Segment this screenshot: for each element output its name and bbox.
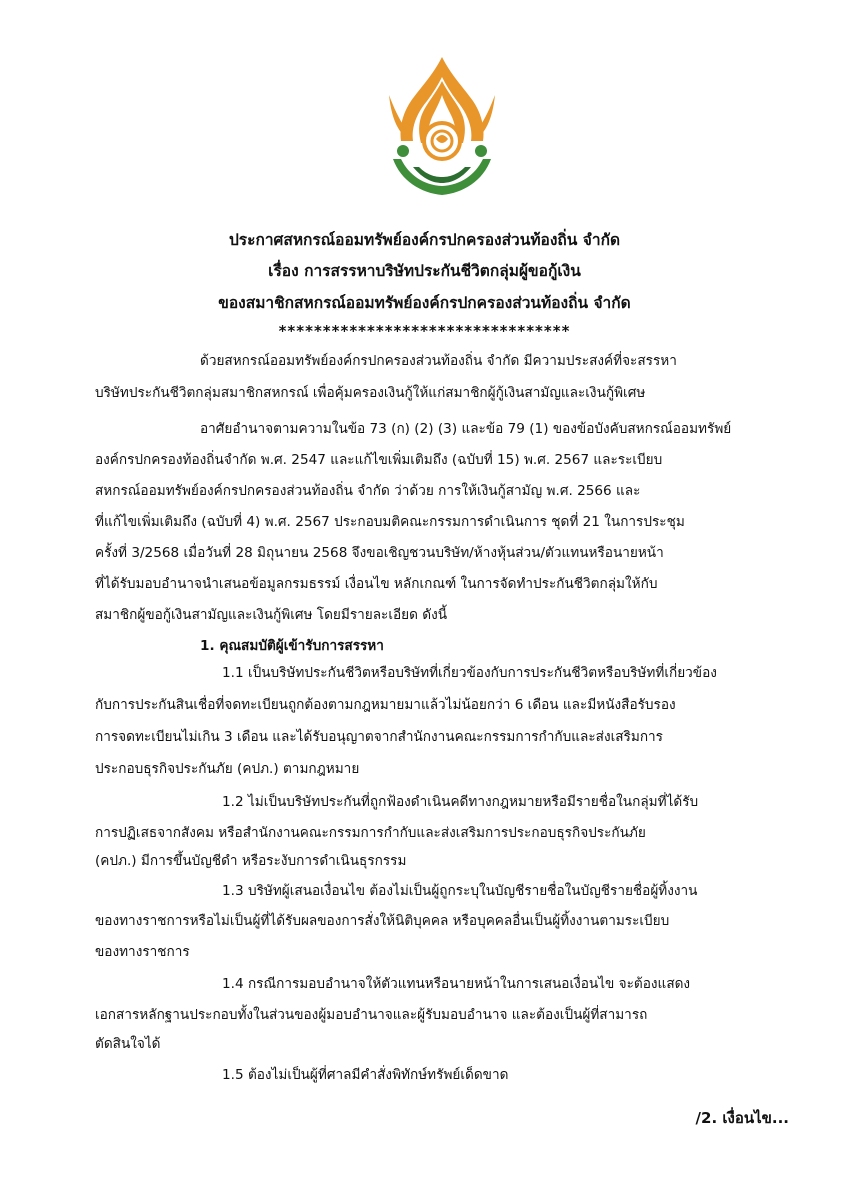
- star-divider: *********************************: [278, 322, 571, 340]
- item-line: 1.4 กรณีการมอบอำนาจให้ตัวแทนหรือนายหน้าในการเสนอเงื่อนไข จะต้องแสดง: [222, 976, 691, 992]
- item-line: (คปภ.) มีการขึ้นบัญชีดำ หรือระงับการดำเนินธุรกรรม: [95, 853, 407, 869]
- section-heading: 1. คุณสมบัติผู้เข้ารับการสรรหา: [200, 638, 384, 654]
- title-line-1: ประกาศสหกรณ์ออมทรัพย์องค์กรปกครองส่วนท้องถิ่น จำกัด: [228, 231, 621, 249]
- paragraph-line: ด้วยสหกรณ์ออมทรัพย์องค์กรปกครองส่วนท้องถิ่น จำกัด มีความประสงค์ที่จะสรรหา: [200, 353, 677, 369]
- item-line: การปฏิเสธจากสังคม หรือสำนักงานคณะกรรมการกำกับและส่งเสริมการประกอบธุรกิจประกันภัย: [95, 825, 646, 841]
- item-line: 1.3 บริษัทผู้เสนอเงื่อนไข ต้องไม่เป็นผู้ถูกระบุในบัญชีรายชื่อในบัญชีรายชื่อผู้ทิ้งงาน: [222, 883, 698, 899]
- paragraph-line: สมาชิกผู้ขอกู้เงินสามัญและเงินกู้พิเศษ โดยมีรายละเอียด ดังนี้: [95, 607, 448, 623]
- item-line: เอกสารหลักฐานประกอบทั้งในส่วนของผู้มอบอำนาจและผู้รับมอบอำนาจ และต้องเป็นผู้ที่สามารถ: [95, 1007, 648, 1023]
- item-line: ของทางราชการ: [95, 944, 190, 960]
- title-line-2: เรื่อง การสรรหาบริษัทประกันชีวิตกลุ่มผู้ขอกู้เงิน: [268, 262, 581, 280]
- paragraph-line: บริษัทประกันชีวิตกลุ่มสมาชิกสหกรณ์ เพื่อคุ้มครองเงินกู้ให้แก่สมาชิกผู้กู้เงินสามัญและเงินกู้พิเศษ: [95, 385, 646, 401]
- paragraph-line: ที่แก้ไขเพิ่มเติมถึง (ฉบับที่ 4) พ.ศ. 2567 ประกอบมติคณะกรรมการดำเนินการ ชุดที่ 21 ในการประชุม: [95, 514, 685, 530]
- item-line: 1.1 เป็นบริษัทประกันชีวิตหรือบริษัทที่เกี่ยวข้องกับการประกันชีวิตหรือบริษัทที่เกี่ยวข้อง: [222, 665, 717, 681]
- paragraph-line: สหกรณ์ออมทรัพย์องค์กรปกครองส่วนท้องถิ่น จำกัด ว่าด้วย การให้เงินกู้สามัญ พ.ศ. 2566 และ: [95, 483, 641, 499]
- logo-emblem-icon: [383, 55, 501, 203]
- paragraph-line: ที่ได้รับมอบอำนาจนำเสนอข้อมูลกรมธรรม์ เงื่อนไข หลักเกณฑ์ ในการจัดทำประกันชีวิตกลุ่มให้กับ: [95, 576, 658, 592]
- item-line: ของทางราชการหรือไม่เป็นผู้ที่ได้รับผลของการสั่งให้นิติบุคคล หรือบุคคลอื่นเป็นผู้ทิ้งงานตามระเบียบ: [95, 913, 670, 929]
- cooperative-logo: [383, 55, 501, 203]
- continued-marker: /2. เงื่อนไข...: [695, 1109, 789, 1127]
- paragraph-line: ครั้งที่ 3/2568 เมื่อวันที่ 28 มิถุนายน 2568 จึงขอเชิญชวนบริษัท/ห้างหุ้นส่วน/ตัวแทนหรือนายหน้า: [95, 545, 664, 561]
- paragraph-line: อาศัยอำนาจตามความในข้อ 73 (ก) (2) (3) และข้อ 79 (1) ของข้อบังคับสหกรณ์ออมทรัพย์: [200, 421, 732, 437]
- item-line: กับการประกันสินเชื่อที่จดทะเบียนถูกต้องตามกฎหมายมาแล้วไม่น้อยกว่า 6 เดือน และมีหนังสือรับรอง: [95, 697, 676, 713]
- item-line: การจดทะเบียนไม่เกิน 3 เดือน และได้รับอนุญาตจากสำนักงานคณะกรรมการกำกับและส่งเสริมการ: [95, 729, 663, 745]
- title-line-3: ของสมาชิกสหกรณ์ออมทรัพย์องค์กรปกครองส่วนท้องถิ่น จำกัด: [218, 294, 631, 312]
- paragraph-line: องค์กรปกครองท้องถิ่นจำกัด พ.ศ. 2547 และแก้ไขเพิ่มเติมถึง (ฉบับที่ 15) พ.ศ. 2567 และระเบียบ: [95, 452, 663, 468]
- item-line: ประกอบธุรกิจประกันภัย (คปภ.) ตามกฎหมาย: [95, 761, 360, 777]
- item-line: ตัดสินใจได้: [95, 1036, 161, 1052]
- item-line: 1.2 ไม่เป็นบริษัทประกันที่ถูกฟ้องดำเนินคดีทางกฎหมายหรือมีรายชื่อในกลุ่มที่ได้รับ: [222, 794, 699, 810]
- item-line: 1.5 ต้องไม่เป็นผู้ที่ศาลมีคำสั่งพิทักษ์ทรัพย์เด็ดขาด: [222, 1067, 509, 1083]
